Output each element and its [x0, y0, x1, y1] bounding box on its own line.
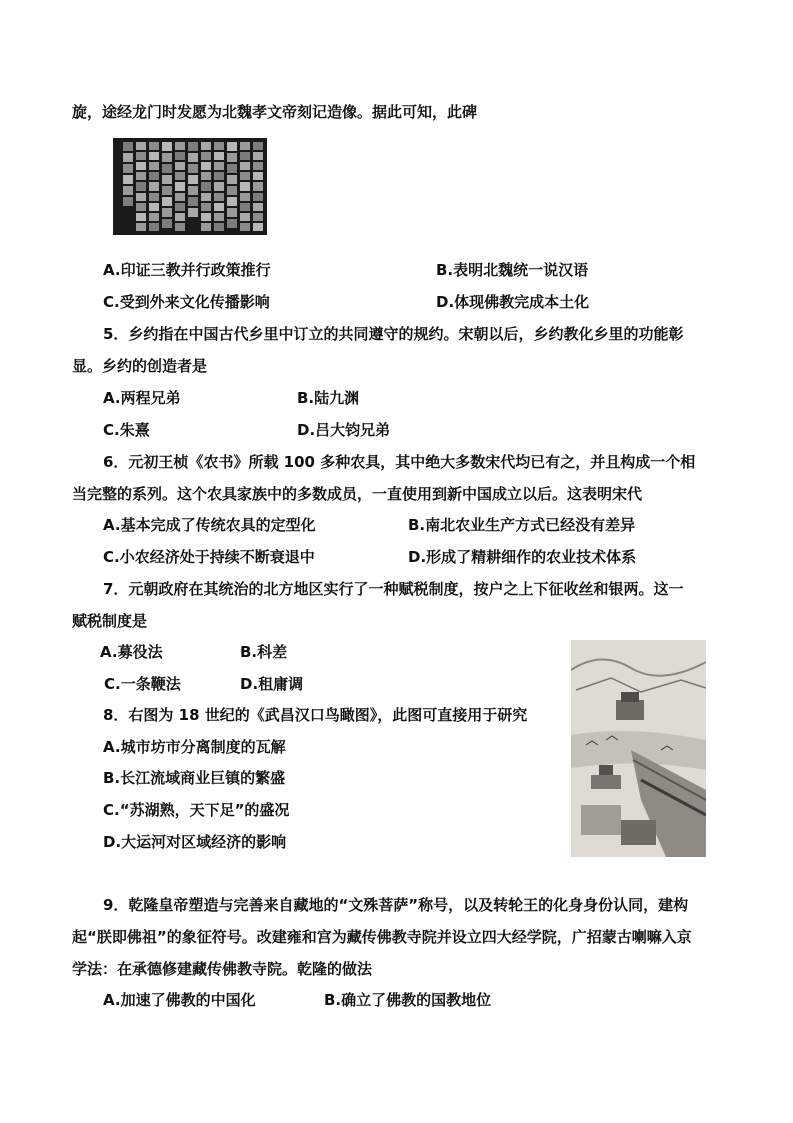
q9-stem-line1: 9．乾隆皇帝塑造与完善来自藏地的“文殊菩萨”称号，以及转轮王的化身身份认同，建构 — [103, 896, 689, 914]
stele-glyph — [175, 142, 185, 150]
q4-option-c[interactable]: C.受到外来文化传播影响 — [103, 293, 270, 311]
stele-glyph — [188, 175, 198, 184]
q8-stem: 8．右图为 18 世纪的《武昌汉口鸟瞰图》，此图可直接用于研究 — [103, 706, 528, 724]
stele-glyph — [240, 223, 250, 231]
stele-inscription-column — [123, 142, 133, 231]
stele-glyph — [188, 153, 198, 162]
stele-glyph — [123, 153, 133, 162]
stele-inscription-column — [227, 142, 237, 231]
stele-inscription-column — [253, 142, 263, 231]
q6-option-a[interactable]: A.基本完成了传统农具的定型化 — [103, 516, 316, 534]
stele-glyph — [201, 142, 211, 150]
stele-glyph — [136, 142, 146, 150]
stele-glyph — [149, 172, 159, 180]
stele-glyph — [136, 162, 146, 170]
stele-glyph — [175, 193, 185, 201]
q6-option-c[interactable]: C.小农经济处于持续不断衰退中 — [103, 548, 315, 566]
stele-glyph — [136, 193, 146, 201]
stele-glyph — [123, 186, 133, 195]
q5-option-c[interactable]: C.朱熹 — [103, 421, 150, 439]
stele-glyph — [162, 186, 172, 195]
stele-glyph — [253, 162, 263, 170]
stele-glyph — [175, 203, 185, 211]
stele-glyph — [201, 162, 211, 170]
stele-glyph — [214, 213, 224, 221]
stele-glyph — [188, 186, 198, 195]
stele-glyph — [214, 193, 224, 201]
stele-glyph — [214, 203, 224, 211]
stele-glyph — [188, 164, 198, 173]
stele-glyph — [201, 213, 211, 221]
stele-glyph — [201, 172, 211, 180]
stele-glyph — [201, 223, 211, 231]
q5-option-a[interactable]: A.两程兄弟 — [103, 389, 181, 407]
stele-glyph — [253, 203, 263, 211]
stele-glyph — [175, 162, 185, 170]
stele-glyph — [240, 213, 250, 221]
stele-glyph — [136, 223, 146, 231]
stele-glyph — [188, 197, 198, 206]
q7-option-a[interactable]: A.募役法 — [100, 643, 163, 661]
q4-option-b[interactable]: B.表明北魏统一说汉语 — [436, 261, 589, 279]
stele-glyph — [253, 182, 263, 190]
stele-glyph — [175, 223, 185, 231]
q5-stem-line1: 5．乡约指在中国古代乡里中订立的共同遵守的规约。宋朝以后，乡约教化乡里的功能彰 — [103, 325, 684, 343]
stele-glyph — [123, 164, 133, 173]
stele-glyph — [162, 153, 172, 162]
q6-stem-line1: 6．元初王桢《农书》所载 100 多种农具，其中绝大多数宋代均已有之，并且构成一个相 — [103, 453, 696, 471]
stele-glyph — [136, 182, 146, 190]
stele-glyph — [227, 175, 237, 184]
stele-glyph — [214, 162, 224, 170]
stele-glyph — [175, 172, 185, 180]
stele-glyph — [253, 152, 263, 160]
q5-option-d[interactable]: D.吕大钧兄弟 — [297, 421, 391, 439]
stele-glyph — [253, 142, 263, 150]
stele-glyph — [253, 172, 263, 180]
stele-glyph — [149, 213, 159, 221]
q8-option-b[interactable]: B.长江流域商业巨镇的繁盛 — [103, 769, 286, 787]
stele-glyph — [227, 208, 237, 217]
stele-glyph — [136, 172, 146, 180]
q9-stem-line2: 起“朕即佛祖”的象征符号。改建雍和宫为藏传佛教寺院并设立四大经学院，广招蒙古喇嘛入京 — [72, 928, 692, 946]
stele-glyph — [227, 197, 237, 206]
stele-glyph — [175, 213, 185, 221]
stele-inscription-column — [240, 142, 250, 231]
stele-glyph — [201, 152, 211, 160]
stele-glyph — [227, 186, 237, 195]
stele-glyph — [214, 172, 224, 180]
q6-stem-line2: 当完整的系列。这个农具家族中的多数成员，一直使用到新中国成立以后。这表明宋代 — [72, 485, 643, 503]
q5-option-b[interactable]: B.陆九渊 — [297, 389, 360, 407]
stele-glyph — [240, 182, 250, 190]
q7-option-c[interactable]: C.一条鞭法 — [104, 675, 181, 693]
stele-glyph — [149, 203, 159, 211]
stele-glyph — [227, 164, 237, 173]
stele-inscription-column — [149, 142, 159, 231]
stele-inscription-column — [201, 142, 211, 231]
stele-glyph — [214, 152, 224, 160]
stele-rubbing-image — [113, 138, 267, 235]
birdseye-map-image — [571, 640, 706, 857]
stele-inscription-column — [188, 142, 198, 231]
stele-glyph — [162, 219, 172, 228]
stele-glyph — [253, 193, 263, 201]
q8-option-c[interactable]: C.“苏湖熟，天下足”的盛况 — [103, 801, 290, 819]
stele-glyph — [214, 182, 224, 190]
stele-glyph — [188, 208, 198, 217]
q8-option-a[interactable]: A.城市坊市分离制度的瓦解 — [103, 738, 286, 756]
stele-glyph — [240, 172, 250, 180]
stele-glyph — [214, 142, 224, 150]
q4-stem-tail: 旋，途经龙门时发愿为北魏孝文帝刻记造像。据此可知，此碑 — [72, 103, 478, 121]
stele-glyph — [175, 152, 185, 160]
stele-glyph — [201, 203, 211, 211]
stele-glyph — [123, 197, 133, 206]
stele-glyph — [123, 175, 133, 184]
q4-option-a[interactable]: A.印证三教并行政策推行 — [103, 261, 271, 279]
q7-stem-line1: 7．元朝政府在其统治的北方地区实行了一种赋税制度，按户之上下征收丝和银两。这一 — [103, 580, 684, 598]
stele-glyph — [162, 208, 172, 217]
stele-glyph — [162, 175, 172, 184]
stele-glyph — [123, 142, 133, 151]
stele-glyph — [214, 223, 224, 231]
q6-option-b[interactable]: B.南北农业生产方式已经没有差异 — [408, 516, 636, 534]
stele-inscription-column — [136, 142, 146, 231]
stele-glyph — [240, 152, 250, 160]
stele-glyph — [136, 213, 146, 221]
q4-option-d[interactable]: D.体现佛教完成本土化 — [436, 293, 590, 311]
stele-glyph — [149, 142, 159, 150]
stele-glyph — [201, 193, 211, 201]
stele-glyph — [149, 162, 159, 170]
stele-glyph — [253, 223, 263, 231]
stele-glyph — [227, 153, 237, 162]
stele-glyph — [201, 182, 211, 190]
stele-glyph — [227, 219, 237, 228]
stele-glyph — [149, 152, 159, 160]
q7-stem-line2: 赋税制度是 — [72, 612, 148, 630]
stele-glyph — [162, 142, 172, 151]
stele-glyph — [188, 142, 198, 151]
q9-stem-line3: 学法：在承德修建藏传佛教寺院。乾隆的做法 — [72, 960, 373, 978]
stele-glyph — [162, 164, 172, 173]
q9-option-b[interactable]: B.确立了佛教的国教地位 — [324, 991, 492, 1009]
stele-glyph — [240, 162, 250, 170]
stele-glyph — [227, 142, 237, 151]
stele-glyph — [240, 203, 250, 211]
stele-glyph — [253, 213, 263, 221]
q6-option-d[interactable]: D.形成了精耕细作的农业技术体系 — [408, 548, 637, 566]
q9-option-a[interactable]: A.加速了佛教的中国化 — [103, 991, 256, 1009]
stele-glyph — [149, 223, 159, 231]
stele-glyph — [240, 193, 250, 201]
stele-inscription-column — [214, 142, 224, 231]
stele-glyph — [149, 193, 159, 201]
stele-inscription-column — [175, 142, 185, 231]
stele-glyph — [136, 152, 146, 160]
stele-glyph — [136, 203, 146, 211]
q7-option-b[interactable]: B.科差 — [240, 643, 288, 661]
q8-option-d[interactable]: D.大运河对区域经济的影响 — [103, 833, 287, 851]
stele-glyph — [240, 142, 250, 150]
stele-glyph — [149, 182, 159, 190]
stele-glyph — [162, 197, 172, 206]
q7-option-d[interactable]: D.租庸调 — [240, 675, 304, 693]
stele-inscription-column — [162, 142, 172, 231]
map-illustration — [571, 640, 706, 857]
q5-stem-line2: 显。乡约的创造者是 — [72, 357, 208, 375]
stele-glyph — [175, 182, 185, 190]
